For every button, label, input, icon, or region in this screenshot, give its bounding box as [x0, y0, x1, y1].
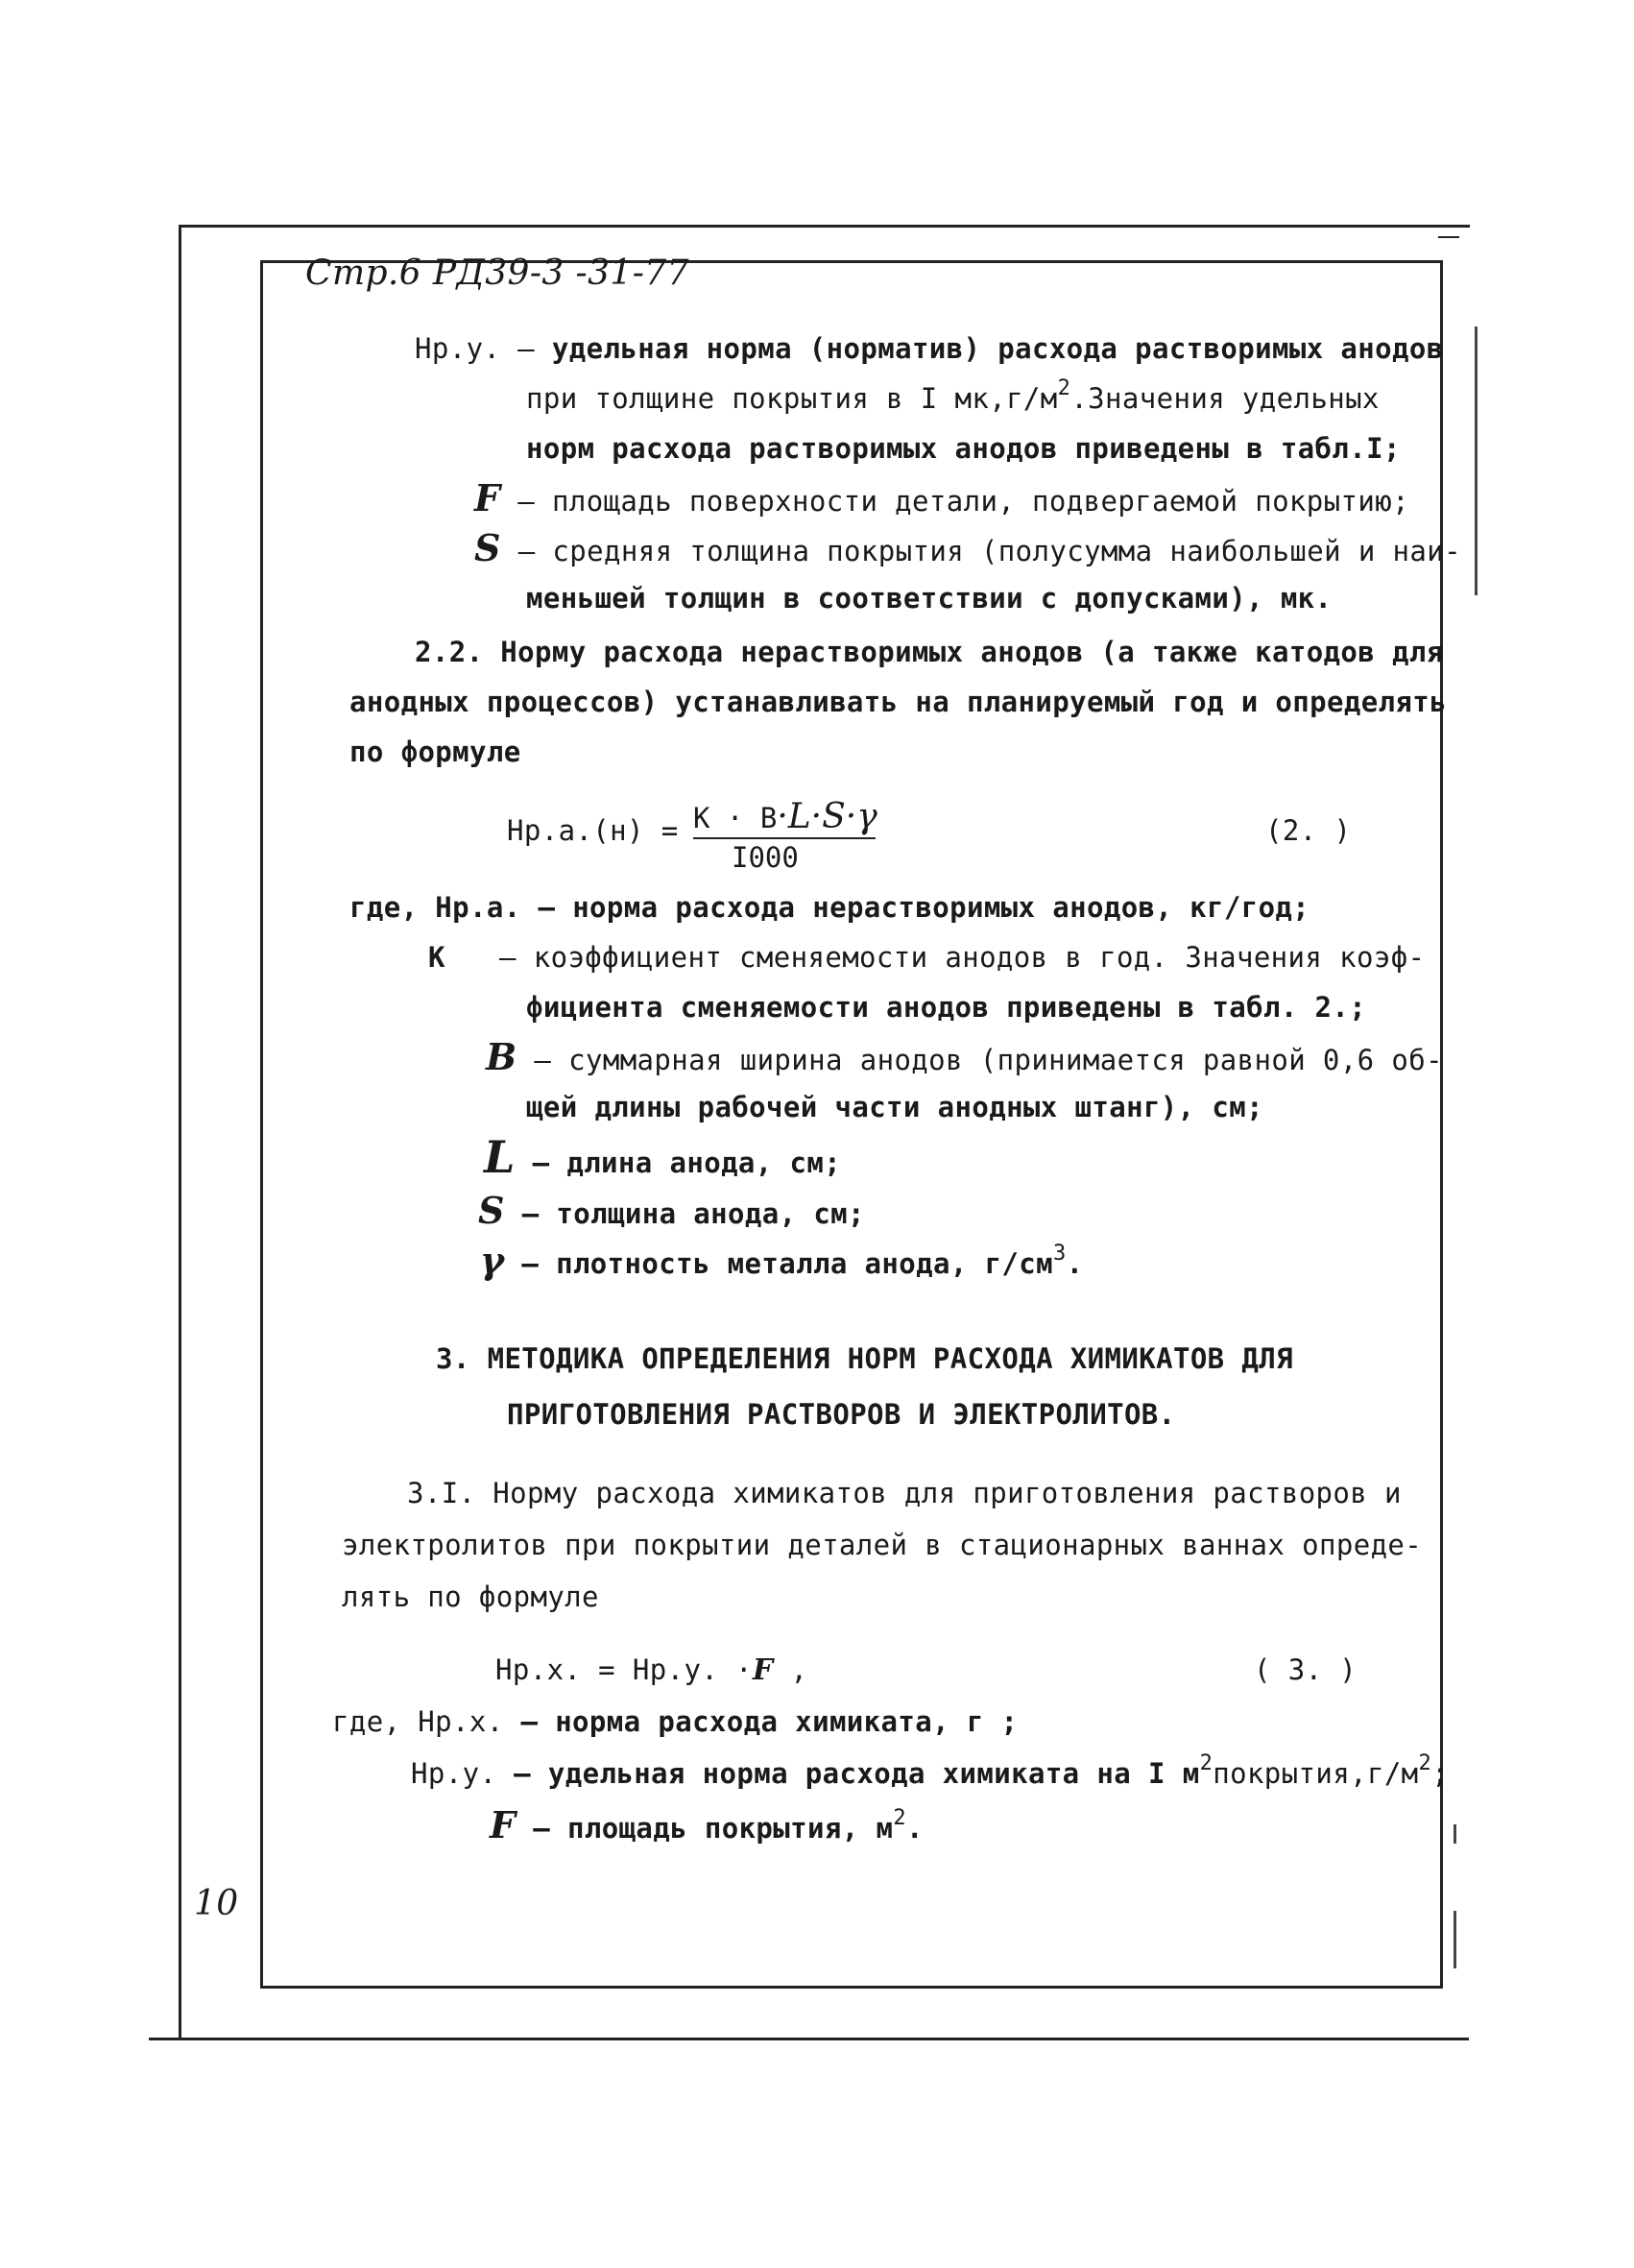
outer-frame-bottom	[149, 2038, 1469, 2040]
paragraph-line: анодных процессов) устанавливать на планируемый год и определять	[349, 686, 1448, 718]
section-heading: ПРИГОТОВЛЕНИЯ РАСТВОРОВ И ЭЛЕКТРОЛИТОВ.	[507, 1398, 1176, 1431]
formula-number: ( 3. )	[1254, 1653, 1358, 1686]
page-reference: Стр.6 РД39-3 -31-77	[305, 253, 689, 293]
symbol-f: F	[490, 1803, 517, 1846]
symbol-l: L	[484, 1131, 516, 1183]
definition-line: – коэффициент сменяемости анодов в год. Значения коэф-	[499, 941, 1426, 974]
scan-edge-mark	[1475, 326, 1478, 595]
definition-line: где, Нр.х. – норма расхода химиката, г ;	[332, 1705, 1019, 1738]
symbol-gamma: γ	[480, 1239, 505, 1282]
outer-frame-left	[179, 225, 181, 2039]
definition-line: В – суммарная ширина анодов (принимается равной 0,6 об-	[486, 1035, 1443, 1078]
symbol-s: S	[478, 1189, 505, 1232]
definition-line: Нр.у. – удельная норма расхода химиката на I $м^2покрытия,г/м^2$;	[411, 1751, 1450, 1790]
definition-line: меньшей толщин в соответствии с допусками), мк.	[526, 582, 1333, 615]
formula-fraction	[693, 797, 904, 883]
scan-edge-mark	[1438, 236, 1459, 238]
symbol-f: F	[474, 476, 501, 519]
symbol-s: S	[474, 526, 501, 569]
formula-denominator: I000	[732, 841, 799, 874]
definition-line: γ – плотность металла анода, $г/см^3$.	[480, 1239, 1084, 1282]
symbol-k: К	[428, 941, 445, 974]
formula-3: Нр.х. = Нр.у. ·F ,	[495, 1653, 808, 1687]
definition-line: F – площадь покрытия, $м^2$.	[490, 1803, 924, 1846]
definition-line: S – средняя толщина покрытия (полусумма наибольшей и наи-	[474, 526, 1461, 569]
definition-line: L – длина анода, см;	[484, 1131, 842, 1183]
formula-lhs: Нр.а.(н) =	[507, 814, 679, 847]
definition-line: F – площадь поверхности детали, подвергаемой покрытию;	[474, 476, 1409, 519]
fraction-bar	[693, 837, 876, 839]
scan-edge-mark	[1454, 1824, 1456, 1844]
formula-numerator: К · В·L·S·γ	[693, 797, 877, 836]
scan-edge-mark	[1454, 1911, 1456, 1968]
definition-line: норм расхода растворимых анодов приведены в табл.I;	[526, 432, 1401, 465]
definition-line: где, Нр.а. – норма расхода нерастворимых анодов, кг/год;	[349, 891, 1310, 924]
paragraph-line: лять по формуле	[342, 1580, 599, 1613]
paragraph-line: 2.2. Норму расхода нерастворимых анодов (а также катодов для	[415, 636, 1444, 668]
symbol-f: F	[752, 1653, 774, 1687]
symbol-b: В	[486, 1035, 517, 1078]
outer-frame-top	[179, 225, 1470, 228]
section-heading: 3. МЕТОДИКА ОПРЕДЕЛЕНИЯ НОРМ РАСХОДА ХИМИКАТОВ ДЛЯ	[436, 1342, 1293, 1375]
definition-line: щей длины рабочей части анодных штанг), см;	[526, 1091, 1263, 1123]
definition-line: Нр.у. – удельная норма (норматив) расхода растворимых анодов	[415, 332, 1444, 365]
paragraph-line: электролитов при покрытии деталей в стационарных ваннах опреде-	[342, 1529, 1423, 1561]
page-number: 10	[194, 1884, 239, 1923]
definition-line: при толщине покрытия в I $мк,г/м^2.Значения$ удельных	[526, 376, 1380, 415]
definition-line: S – толщина анода, см;	[478, 1189, 865, 1232]
paragraph-line: 3.I. Норму расхода химикатов для приготовления растворов и	[407, 1477, 1402, 1509]
paragraph-line: по формуле	[349, 736, 521, 768]
definition-line: фициента сменяемости анодов приведены в табл. 2.;	[526, 991, 1367, 1024]
formula-number: (2. )	[1265, 814, 1352, 847]
